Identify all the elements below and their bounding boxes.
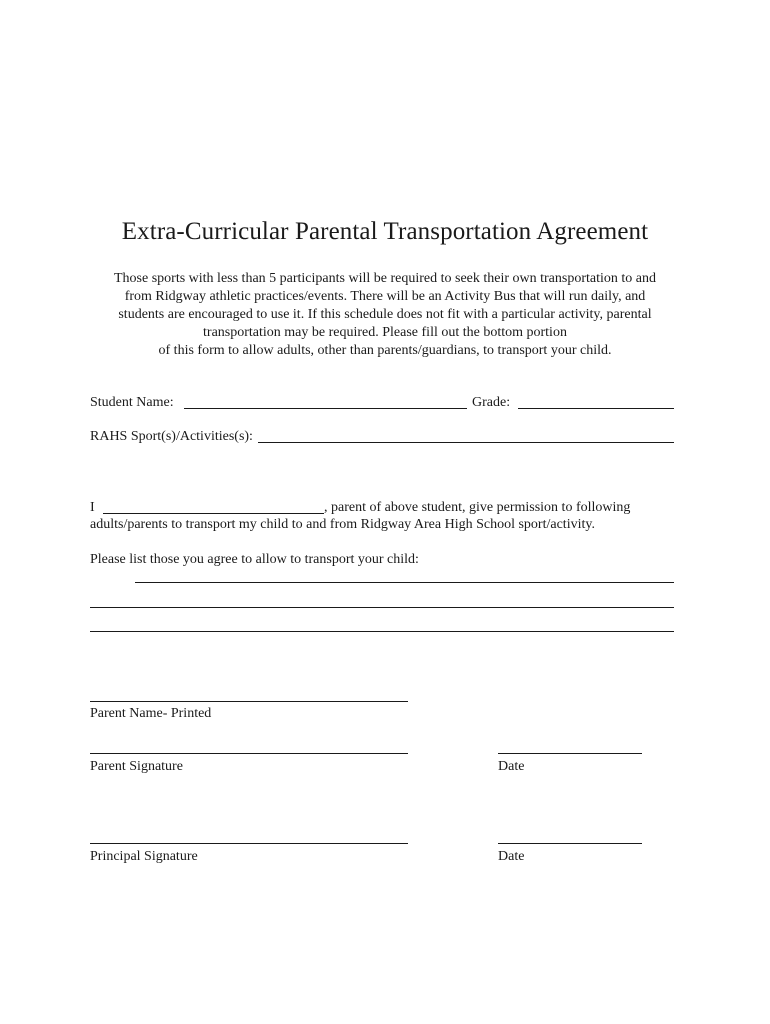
parent-date-line[interactable] bbox=[498, 753, 642, 754]
intro-line: from Ridgway athletic practices/events. There will be an Activity Bus that will run daily, and bbox=[124, 289, 646, 304]
list-prompt: Please list those you agree to allow to transport your child: bbox=[90, 552, 419, 567]
sport-label: RAHS Sport(s)/Activities(s): bbox=[90, 429, 253, 444]
principal-signature-label: Principal Signature bbox=[90, 849, 198, 864]
grade-label: Grade: bbox=[472, 395, 511, 410]
intro-line: Those sports with less than 5 participants will be required to seek their own transportation to and bbox=[114, 271, 656, 286]
principal-date-line[interactable] bbox=[498, 843, 642, 844]
permission-suffix: , parent of above student, give permission to following bbox=[324, 500, 631, 515]
parent-name-printed-label: Parent Name- Printed bbox=[90, 706, 212, 721]
transporter-line-1[interactable] bbox=[135, 582, 674, 583]
intro-line: of this form to allow adults, other than parents/guardians, to transport your child. bbox=[158, 343, 612, 358]
parent-signature-label: Parent Signature bbox=[90, 759, 183, 774]
form-title: Extra-Curricular Parental Transportation Agreement bbox=[121, 218, 649, 245]
parent-name-inline-line[interactable] bbox=[103, 513, 324, 514]
permission-line-2: adults/parents to transport my child to and from Ridgway Area High School sport/activity. bbox=[90, 517, 595, 532]
permission-prefix: I bbox=[90, 500, 95, 515]
principal-signature-line[interactable] bbox=[90, 843, 408, 844]
intro-paragraph bbox=[90, 270, 680, 360]
principal-date-label: Date bbox=[498, 849, 525, 864]
sport-line[interactable] bbox=[258, 442, 674, 443]
intro-line: students are encouraged to use it. If this schedule does not fit with a particular activity, parental bbox=[118, 307, 652, 322]
student-name-label: Student Name: bbox=[90, 395, 174, 410]
grade-line[interactable] bbox=[518, 408, 674, 409]
transporter-line-2[interactable] bbox=[90, 607, 674, 608]
student-name-line[interactable] bbox=[184, 408, 467, 409]
parent-name-printed-line[interactable] bbox=[90, 701, 408, 702]
intro-line: transportation may be required. Please fill out the bottom portion bbox=[203, 325, 567, 340]
parent-date-label: Date bbox=[498, 759, 525, 774]
transporter-line-3[interactable] bbox=[90, 631, 674, 632]
parent-signature-line[interactable] bbox=[90, 753, 408, 754]
